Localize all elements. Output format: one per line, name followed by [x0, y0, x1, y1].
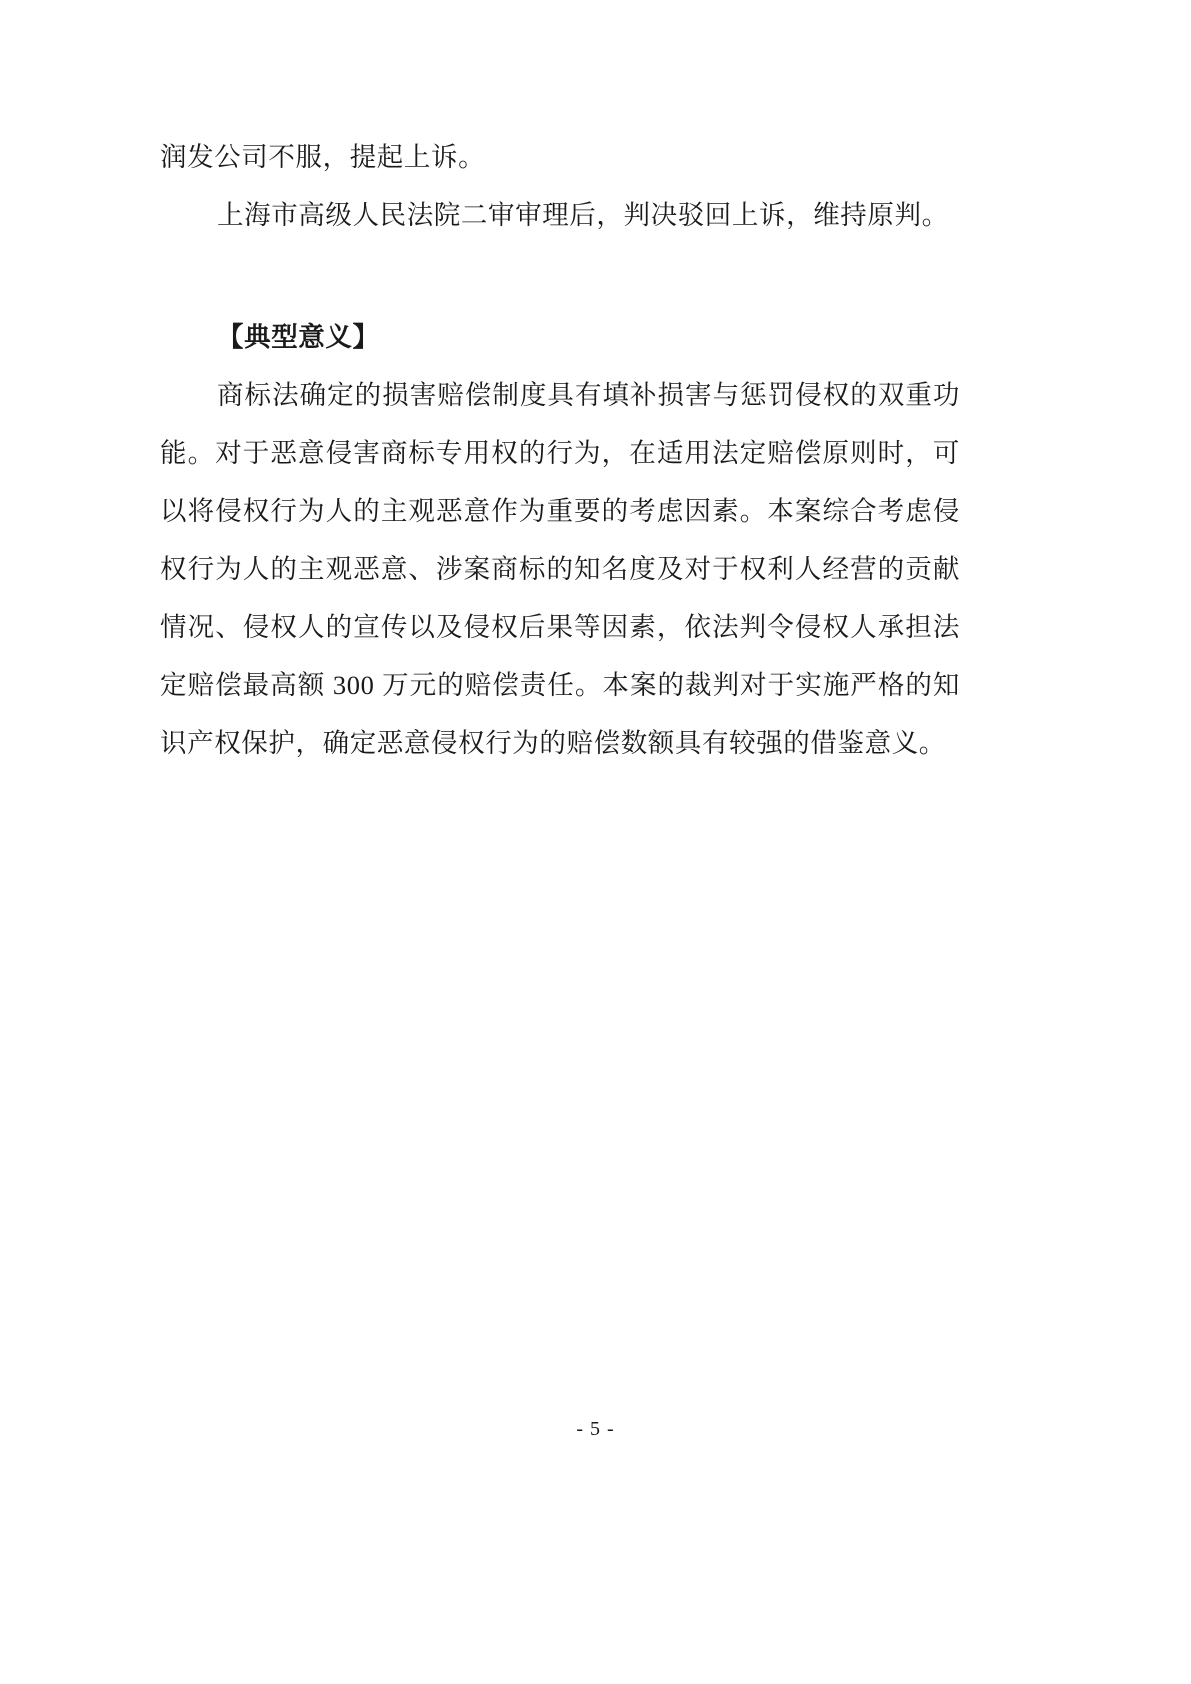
section-spacer — [160, 244, 960, 308]
page-number-footer: - 5 - — [576, 1418, 615, 1440]
section-heading-typical-significance: 【典型意义】 — [217, 322, 380, 352]
paragraph-second-instance: 上海市高级人民法院二审审理后，判决驳回上诉，维持原判。 — [217, 200, 949, 230]
section-body-typical-significance: 商标法确定的损害赔偿制度具有填补损害与惩罚侵权的双重功能。对于恶意侵害商标专用权的行为，在适用法定赔偿原则时，可以将侵权行为人的主观恶意作为重要的考虑因素。本案综合考虑侵权行为人的主观恶意、涉案商标的知名度及对于权利人经营的贡献情况、侵权人的宣传以及侵权后果等因素，依法判令侵权人承担法定赔偿最高额 300 万元的赔偿责任。本案的裁判对于实施严格的知识产权保护，确定恶意侵权行为的赔偿数额具有较强的借鉴意义。 — [160, 380, 960, 758]
page-content — [160, 128, 960, 772]
paragraph-appeal: 润发公司不服，提起上诉。 — [160, 142, 486, 172]
